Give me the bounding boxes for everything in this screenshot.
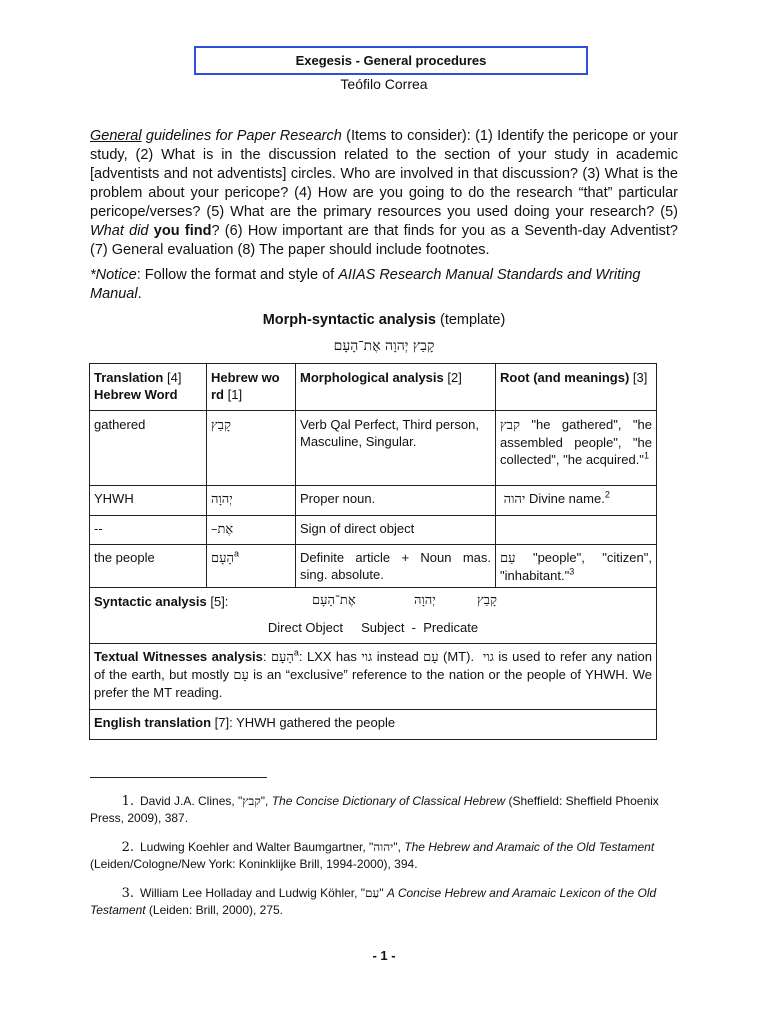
english-translation-cell: English translation [7]: YHWH gathered the people xyxy=(90,710,657,740)
header-morphological: Morphological analysis [2] xyxy=(296,364,496,411)
cell-root: יהוה Divine name.$^2$ xyxy=(496,486,657,516)
cell-root: קבץ "he gathered", "he assembled people", "he collected", "he acquired."$^1$ xyxy=(496,411,657,486)
footnote: 2. Ludwing Koehler and Walter Baumgartner, "יהוה", The Hebrew and Aramaic of the Old Testament (Leiden/Cologne/New York: Koninklijke Brill, 1994-2000), 394. xyxy=(90,840,655,871)
notice-end: . xyxy=(137,286,142,302)
morph-section-title xyxy=(0,312,768,328)
morph-table xyxy=(89,363,657,740)
hebrew-verse: קָבַץ יְהוָה אֶת־הָעָם xyxy=(333,338,435,354)
guidelines-rest: ? (6) How important are that finds for you as a Seventh-day Adventist? (7) General evaluation (8) The paper should include footnotes. xyxy=(90,223,678,258)
cell-morph: Definite article + Noun mas. sing. absolute. xyxy=(296,545,496,588)
cell-hebrew: –אֶת xyxy=(207,516,296,545)
cell-morph: Verb Qal Perfect, Third person, Masculine, Singular. xyxy=(296,411,496,486)
cell-root: עַם "people", "citizen", "inhabitant."$^3$ xyxy=(496,545,657,588)
table-row xyxy=(90,486,657,516)
page-number: - 1 - xyxy=(372,948,396,963)
cell-translation: YHWH xyxy=(90,486,207,516)
guidelines-paragraph xyxy=(90,127,678,260)
table-row xyxy=(90,411,657,486)
morph-title-rest: (template) xyxy=(435,312,506,328)
syntactic-word-predicate: קָבַץ xyxy=(477,593,497,608)
document-title: Exegesis - General procedures xyxy=(194,46,588,75)
notice-paragraph xyxy=(90,266,678,304)
cell-hebrew: קָבַץ xyxy=(207,411,296,486)
english-label: English translation xyxy=(94,715,212,730)
cell-translation: the people xyxy=(90,545,207,588)
syntactic-analysis-row xyxy=(90,588,657,644)
morph-title-bold: Morph-syntactic analysis xyxy=(262,312,436,328)
guidelines-label-rest: guidelines for Paper Research xyxy=(141,128,342,144)
table-row xyxy=(90,516,657,545)
syntactic-label: Syntactic analysis [5]: xyxy=(94,594,229,609)
cell-hebrew: יְהוָה xyxy=(207,486,296,516)
syntactic-word-object: אֶת־הָעָם xyxy=(312,593,356,608)
guidelines-items: (Items to consider): (1) Identify the pericope or your study, (2) What is in the discussion related to the section of your study in academic [adventists and not adventists] circles. Who are involved in that discussion? (3) What is the problem about your pericope? (4) How are you going to do the research “that” particular pericope/verses? (5) What are the primary resources you used doing your research? (5) xyxy=(90,128,678,220)
cell-translation: gathered xyxy=(90,411,207,486)
table-row xyxy=(90,545,657,588)
footnote-divider xyxy=(90,777,267,778)
cell-morph: Sign of direct object xyxy=(296,516,496,545)
guidelines-label: General xyxy=(90,128,142,144)
textual-witnesses-row xyxy=(90,644,657,710)
notice-text: : Follow the format and style of xyxy=(136,267,339,283)
textual-label: Textual Witnesses analysis xyxy=(94,649,263,664)
footnote: 3. William Lee Holladay and Ludwig Köhler, "עַם" A Concise Hebrew and Aramaic Lexicon of the Old Testament (Leiden: Brill, 2000), 275. xyxy=(90,886,657,917)
syntactic-word-subject: יְהוָה xyxy=(414,593,436,608)
syntactic-analysis-cell xyxy=(90,588,657,644)
author-name: Teófilo Correa xyxy=(340,76,428,92)
header-hebrew-word: Hebrew wo rd [1] xyxy=(207,364,296,411)
cell-morph: Proper noun. xyxy=(296,486,496,516)
notice-label: *Notice xyxy=(90,267,137,283)
textual-witnesses-cell: Textual Witnesses analysis: הָעָם$^a$: LXX has גוי instead עָם (MT). גוי is used to refer any nation of the earth, but mostly עָם is an “exclusive” reference to the nation or the people of YHWH. We prefer the MT reading. xyxy=(90,644,657,710)
syntactic-functions: Direct Object Subject - Predicate xyxy=(267,620,479,635)
english-translation-text: YHWH gathered the people xyxy=(232,715,396,730)
header-root: Root (and meanings) [3] xyxy=(496,364,657,411)
header-translation: Translation [4] Hebrew Word xyxy=(90,364,207,411)
table-header-row xyxy=(90,364,657,411)
cell-root xyxy=(496,516,657,545)
english-translation-row xyxy=(90,710,657,740)
guidelines-what-did: What did xyxy=(90,223,149,239)
cell-hebrew: הָעָם$^a$ xyxy=(207,545,296,588)
notice-manual: AIIAS Research Manual Standards and Writing Manual xyxy=(90,267,641,302)
footnote: 1. David J.A. Clines, "קבץ", The Concise Dictionary of Classical Hebrew (Sheffield: Sheffield Phoenix Press, 2009), 387. xyxy=(90,794,659,825)
cell-translation: -- xyxy=(90,516,207,545)
guidelines-you-find: you find xyxy=(153,223,212,239)
